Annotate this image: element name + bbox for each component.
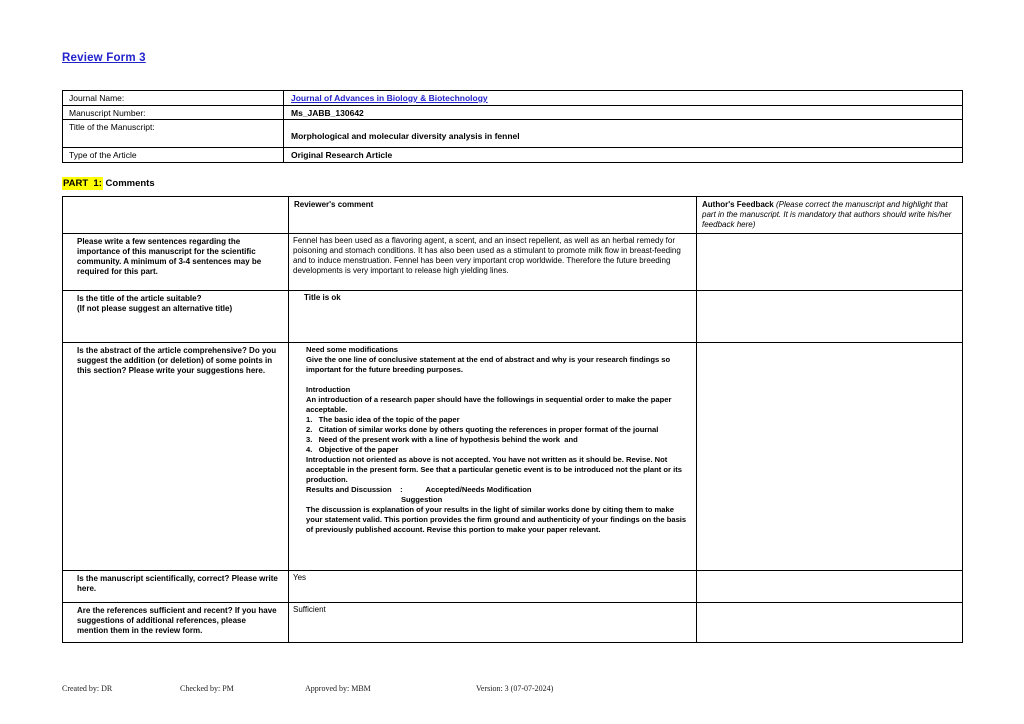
manuscript-number-label: Manuscript Number: xyxy=(63,105,284,120)
feedback-cell[interactable] xyxy=(697,234,963,291)
table-row xyxy=(63,105,963,120)
manuscript-number-value: Ms_JABB_130642 xyxy=(284,105,963,120)
footer-version: Version: 3 (07-07-2024) xyxy=(476,684,554,693)
table-row xyxy=(63,291,963,343)
manuscript-title-label: Title of the Manuscript: xyxy=(63,120,284,148)
table-row xyxy=(63,234,963,291)
journal-name-link[interactable]: Journal of Advances in Biology & Biotechnology xyxy=(291,93,488,103)
part1-badge: PART 1: xyxy=(63,178,102,189)
reviewer-comment-header: Reviewer's comment xyxy=(289,197,697,234)
author-feedback-title: Author's Feedback xyxy=(702,200,774,209)
comment-scientifically-correct: Yes xyxy=(289,571,697,603)
part1-title: Comments xyxy=(105,178,155,189)
article-type-label: Type of the Article xyxy=(63,148,284,163)
page-title: Review Form 3 xyxy=(62,52,146,64)
question-abstract: Is the abstract of the article comprehensive? Do you suggest the addition (or deletion) of some points in this section? Please write your suggestions here. xyxy=(63,343,289,571)
table-row xyxy=(63,120,963,148)
table-row xyxy=(63,571,963,603)
comments-table xyxy=(62,196,963,643)
feedback-cell[interactable] xyxy=(697,603,963,643)
journal-name-label: Journal Name: xyxy=(63,91,284,106)
table-row xyxy=(63,343,963,571)
table-row xyxy=(63,91,963,106)
manuscript-info-table xyxy=(62,90,963,163)
table-header-row xyxy=(63,197,963,234)
question-title-suitable: Is the title of the article suitable? (If not please suggest an alternative title) xyxy=(63,291,289,343)
comment-importance: Fennel has been used as a flavoring agent, a scent, and an insect repellent, as well as an herbal remedy for poisoning and stomach conditions. It has also been used as a stimulant to promote milk flow in breast-feeding and to induce menstruation. Fennel has been very important crop worldwide. Therefore the future breeding developments is very important to release high yielding lines. xyxy=(289,234,697,291)
feedback-cell[interactable] xyxy=(697,291,963,343)
table-row xyxy=(63,148,963,163)
comment-abstract: Need some modifications Give the one line of conclusive statement at the end of abstract and why is your research findings so important for the future breeding purposes. Introduction An introduction of a research paper should have the followings in sequential order to make the paper acceptable. 1. The basic idea of the topic of the paper 2. Citation of similar works done by others quoting the references in proper format of the journal 3. Need of the present work with a line of hypothesis behind the work and 4. Objective of the paper Introduction not oriented as above is not accepted. You have not written as it should be. Revise. Not acceptable in the present form. See that a particular genetic event is to be introduced not the plant or its production. Results and Discussion : Accepted/Needs Modification Suggestion The discussion is explanation of your results in the light of similar works done by citing them to make your statement valid. This portion provides the firm ground and authenticity of your findings on the basis of previously published account. Revise this portion to make your paper relevant. xyxy=(289,343,697,571)
author-feedback-header xyxy=(697,197,963,234)
part1-heading xyxy=(62,178,155,189)
table-row xyxy=(63,603,963,643)
author-feedback-note: (Please correct the manuscript and highlight that part in the manuscript. It is mandatory that authors should write his/her feedback here) xyxy=(702,200,952,229)
question-importance: Please write a few sentences regarding the importance of this manuscript for the scientific community. A minimum of 3-4 sentences may be required for this part. xyxy=(63,234,289,291)
question-scientifically-correct: Is the manuscript scientifically, correct? Please write here. xyxy=(63,571,289,603)
footer-created-by: Created by: DR xyxy=(62,684,113,693)
feedback-cell[interactable] xyxy=(697,343,963,571)
article-type-value: Original Research Article xyxy=(284,148,963,163)
footer-checked-by: Checked by: PM xyxy=(180,684,234,693)
feedback-cell[interactable] xyxy=(697,571,963,603)
header-blank-cell xyxy=(63,197,289,234)
comment-title-suitable: Title is ok xyxy=(289,291,697,343)
manuscript-title-value: Morphological and molecular diversity analysis in fennel xyxy=(284,120,963,148)
comment-references: Sufficient xyxy=(289,603,697,643)
question-references: Are the references sufficient and recent? If you have suggestions of additional references, please mention them in the review form. xyxy=(63,603,289,643)
footer-approved-by: Approved by: MBM xyxy=(305,684,371,693)
